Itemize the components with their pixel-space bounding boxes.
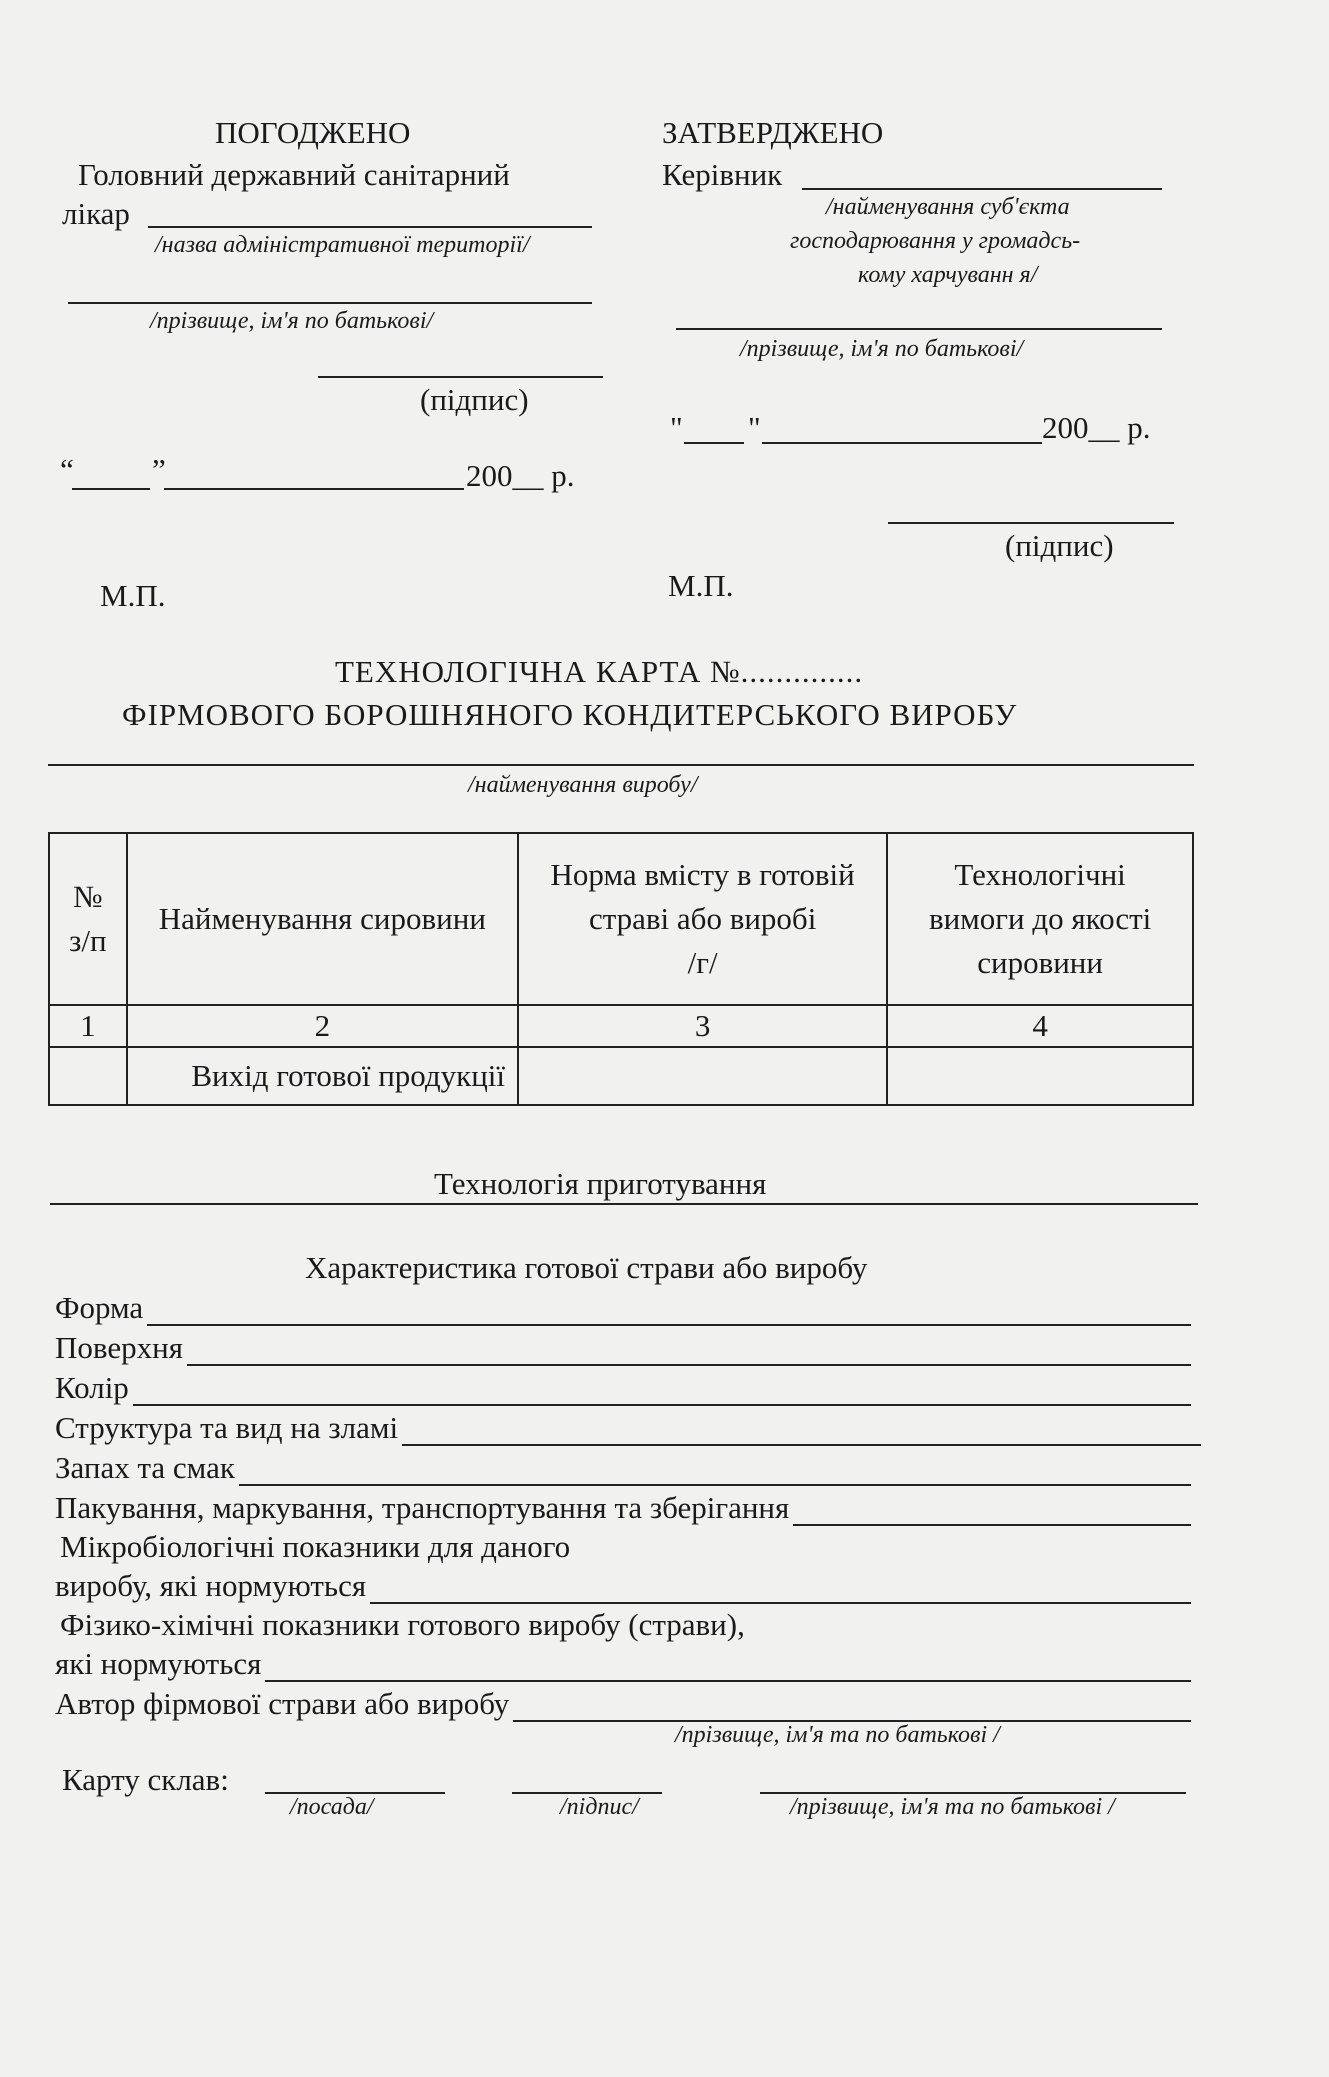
field-phys-label-2: які нормуються	[55, 1646, 262, 1681]
confirmed-heading: ЗАТВЕРДЖЕНО	[662, 115, 884, 150]
col-name-header: Найменування сировини	[127, 833, 518, 1005]
field-micro-input[interactable]	[370, 1574, 1191, 1604]
field-color	[55, 1370, 1191, 1406]
product-caption: /найменування виробу/	[468, 772, 698, 798]
approved-role-line1: Головний державний санітарний	[78, 157, 510, 192]
compiled-label: Карту склав:	[62, 1762, 229, 1797]
field-surface-input[interactable]	[187, 1336, 1191, 1366]
field-smell-label: Запах та смак	[55, 1450, 235, 1485]
col-number-index: 1	[49, 1005, 127, 1047]
entity-caption-3: кому харчуванн я/	[858, 262, 1038, 288]
author-caption: /прізвище, ім'я та по батькові /	[675, 1722, 1000, 1748]
field-color-input[interactable]	[133, 1376, 1191, 1406]
territory-caption: /назва адміністративної території/	[155, 232, 530, 258]
field-smell	[55, 1450, 1191, 1486]
field-author	[55, 1686, 1191, 1722]
approved-month-line	[164, 488, 464, 490]
field-color-label: Колір	[55, 1370, 129, 1405]
approved-name-caption: /прізвище, ім'я по батькові/	[150, 308, 434, 334]
confirmed-date-close: "	[748, 410, 761, 445]
characteristics-heading: Характеристика готової страви або виробу	[305, 1250, 868, 1285]
table-number-row	[49, 1005, 1193, 1047]
field-micro	[55, 1568, 1191, 1604]
field-packaging	[55, 1490, 1191, 1526]
doc-title-line1: ТЕХНОЛОГІЧНА КАРТА №..............	[335, 654, 864, 689]
confirmed-name-line	[676, 328, 1162, 330]
field-structure-input[interactable]	[402, 1416, 1201, 1446]
confirmed-year: 200__ р.	[1042, 410, 1151, 445]
col-number-header: № з/п	[49, 833, 127, 1005]
field-author-input[interactable]	[513, 1692, 1191, 1722]
field-form	[55, 1290, 1191, 1326]
field-author-label: Автор фірмової страви або виробу	[55, 1686, 510, 1721]
col-norm-header: Норма вмісту в готовій страві або виробі /г/	[518, 833, 887, 1005]
col-requirements-index: 4	[887, 1005, 1193, 1047]
approved-date-close: ”	[152, 452, 166, 487]
field-micro-label-2: виробу, які нормуються	[55, 1568, 367, 1603]
field-packaging-label: Пакування, маркування, транспортування та зберігання	[55, 1490, 790, 1525]
approved-name-line	[68, 302, 592, 304]
field-form-input[interactable]	[147, 1296, 1191, 1326]
confirmed-signature-caption: (підпис)	[1005, 528, 1114, 563]
field-structure	[55, 1410, 1201, 1446]
field-micro-label-1: Мікробіологічні показники для даного	[60, 1529, 571, 1564]
compiled-signature-caption: /підпис/	[560, 1794, 639, 1820]
table-output-row	[49, 1047, 1193, 1105]
approved-year: 200__ р.	[466, 458, 575, 493]
field-structure-label: Структура та вид на зламі	[55, 1410, 399, 1445]
field-smell-input[interactable]	[239, 1456, 1191, 1486]
entity-caption-2: господарювання у громадсь-	[790, 228, 1081, 254]
output-norm-cell[interactable]	[518, 1047, 887, 1105]
approved-signature-caption: (підпис)	[420, 382, 529, 417]
field-packaging-input[interactable]	[793, 1496, 1191, 1526]
confirmed-signature-line	[888, 522, 1174, 524]
approved-date-open: “	[60, 452, 74, 487]
raw-materials-table	[48, 832, 1194, 1106]
approved-signature-line	[318, 376, 603, 378]
field-surface-label: Поверхня	[55, 1330, 183, 1365]
confirmed-stamp: М.П.	[668, 568, 734, 603]
approved-heading: ПОГОДЖЕНО	[215, 115, 411, 150]
approved-role-line2: лікар	[62, 196, 130, 231]
confirmed-month-line	[762, 442, 1042, 444]
confirmed-day-line	[684, 442, 744, 444]
doc-title-line2: ФІРМОВОГО БОРОШНЯНОГО КОНДИТЕРСЬКОГО ВИРОБУ	[122, 697, 1018, 732]
entity-caption-1: /найменування суб'єкта	[826, 194, 1070, 220]
confirmed-role-line	[802, 188, 1162, 190]
field-form-label: Форма	[55, 1290, 144, 1325]
territory-line	[148, 226, 592, 228]
approved-day-line	[72, 488, 150, 490]
col-norm-index: 3	[518, 1005, 887, 1047]
col-name-index: 2	[127, 1005, 518, 1047]
compiled-position-caption: /посада/	[290, 1794, 374, 1820]
technology-line[interactable]	[50, 1203, 1198, 1205]
table-header-row	[49, 833, 1193, 1005]
output-label: Вихід готової продукції	[127, 1047, 518, 1105]
compiled-name-caption: /прізвище, ім'я та по батькові /	[790, 1794, 1115, 1820]
field-phys-input[interactable]	[265, 1652, 1191, 1682]
technology-heading: Технологія приготування	[434, 1166, 767, 1201]
col-requirements-header: Технологічні вимоги до якості сировини	[887, 833, 1193, 1005]
confirmed-date-open: "	[670, 410, 683, 445]
product-name-line	[48, 764, 1194, 766]
field-surface	[55, 1330, 1191, 1366]
approved-stamp: М.П.	[100, 578, 166, 613]
confirmed-name-caption: /прізвище, ім'я по батькові/	[740, 336, 1024, 362]
field-phys-label-1: Фізико-хімічні показники готового виробу (страви),	[60, 1607, 745, 1642]
output-requirements-cell[interactable]	[887, 1047, 1193, 1105]
field-phys	[55, 1646, 1191, 1682]
output-number-cell[interactable]	[49, 1047, 127, 1105]
confirmed-role: Керівник	[662, 157, 783, 192]
